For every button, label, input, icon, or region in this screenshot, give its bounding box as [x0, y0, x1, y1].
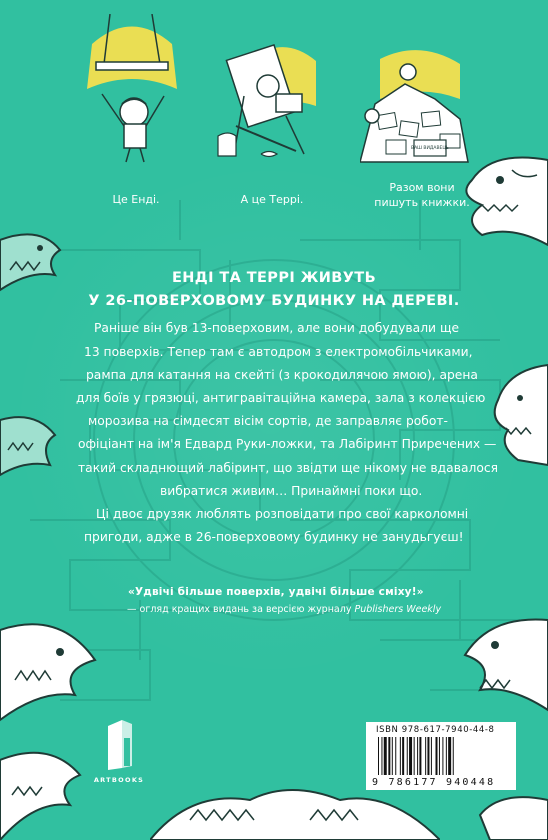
body-line-4: для боїв у грязюці, антигравітаційна камера, зала з колекцією: [76, 391, 486, 405]
andy-swing-illustration: [82, 14, 182, 164]
writing-together-illustration: [360, 44, 470, 164]
review-attribution: [127, 604, 441, 615]
publisher-name: ARTBOOKS: [93, 776, 145, 784]
shark-bottom-right-illustration: [440, 600, 548, 840]
body-line-7: такий складнющий лабіринт, що звідти ще нікому не вдавалося: [78, 461, 499, 475]
shark-left-middle-illustration: [0, 410, 70, 490]
body-line-10: пригоди, адже в 26-поверховому будинку не занудьгуєш!: [84, 530, 464, 544]
isbn-label: ISBN 978-617-7940-44-8: [376, 725, 495, 735]
barcode-bars: [378, 737, 508, 779]
headline-line2: У 26-ПОВЕРХОВОМУ БУДИНКУ НА ДЕРЕВІ.: [88, 293, 460, 309]
review-journal-name: Publishers Weekly: [354, 604, 442, 615]
body-line-2: 13 поверхів. Тепер там є автодром з електромобільчиками,: [84, 345, 473, 359]
publisher-sign-text: ВАШ ВИДАВЕЦЬ: [411, 146, 449, 151]
body-line-9: Ці двоє друзяк люблять розповідати про свої карколомні: [96, 507, 469, 521]
body-line-8: вибратися живим… Принаймні поки що.: [160, 484, 423, 498]
body-line-3: рампа для катання на скейті (з крокодилячою ямою), арена: [86, 368, 478, 382]
caption-together-line2: пишуть книжки.: [374, 196, 470, 209]
artbooks-logo-icon: [106, 718, 134, 772]
review-quote: «Удвічі більше поверхів, удвічі більше сміху!»: [128, 586, 424, 598]
ean-number: 9 786177 940448: [372, 777, 496, 788]
terry-deckchair-illustration: [216, 36, 326, 166]
shark-right-middle-illustration: [488, 360, 548, 470]
shark-bottom-left-illustration: [0, 600, 110, 840]
caption-terry: А це Террі.: [240, 193, 304, 206]
caption-together-line1: Разом вони: [389, 181, 455, 194]
headline-line1: ЕНДІ ТА ТЕРРІ ЖИВУТЬ: [171, 270, 377, 286]
caption-andy: Це Енді.: [112, 193, 160, 206]
body-line-6: офіціант на ім'я Едвард Руки-ложки, та Лабіринт Приречених —: [78, 437, 497, 451]
review-attribution-prefix: — огляд кращих видань за версією журналу: [127, 604, 355, 615]
body-line-1: Раніше він був 13-поверховим, але вони добудували ще: [94, 321, 460, 335]
body-line-5: морозива на сімдесят вісім сортів, де заправляє робот-: [88, 414, 448, 428]
